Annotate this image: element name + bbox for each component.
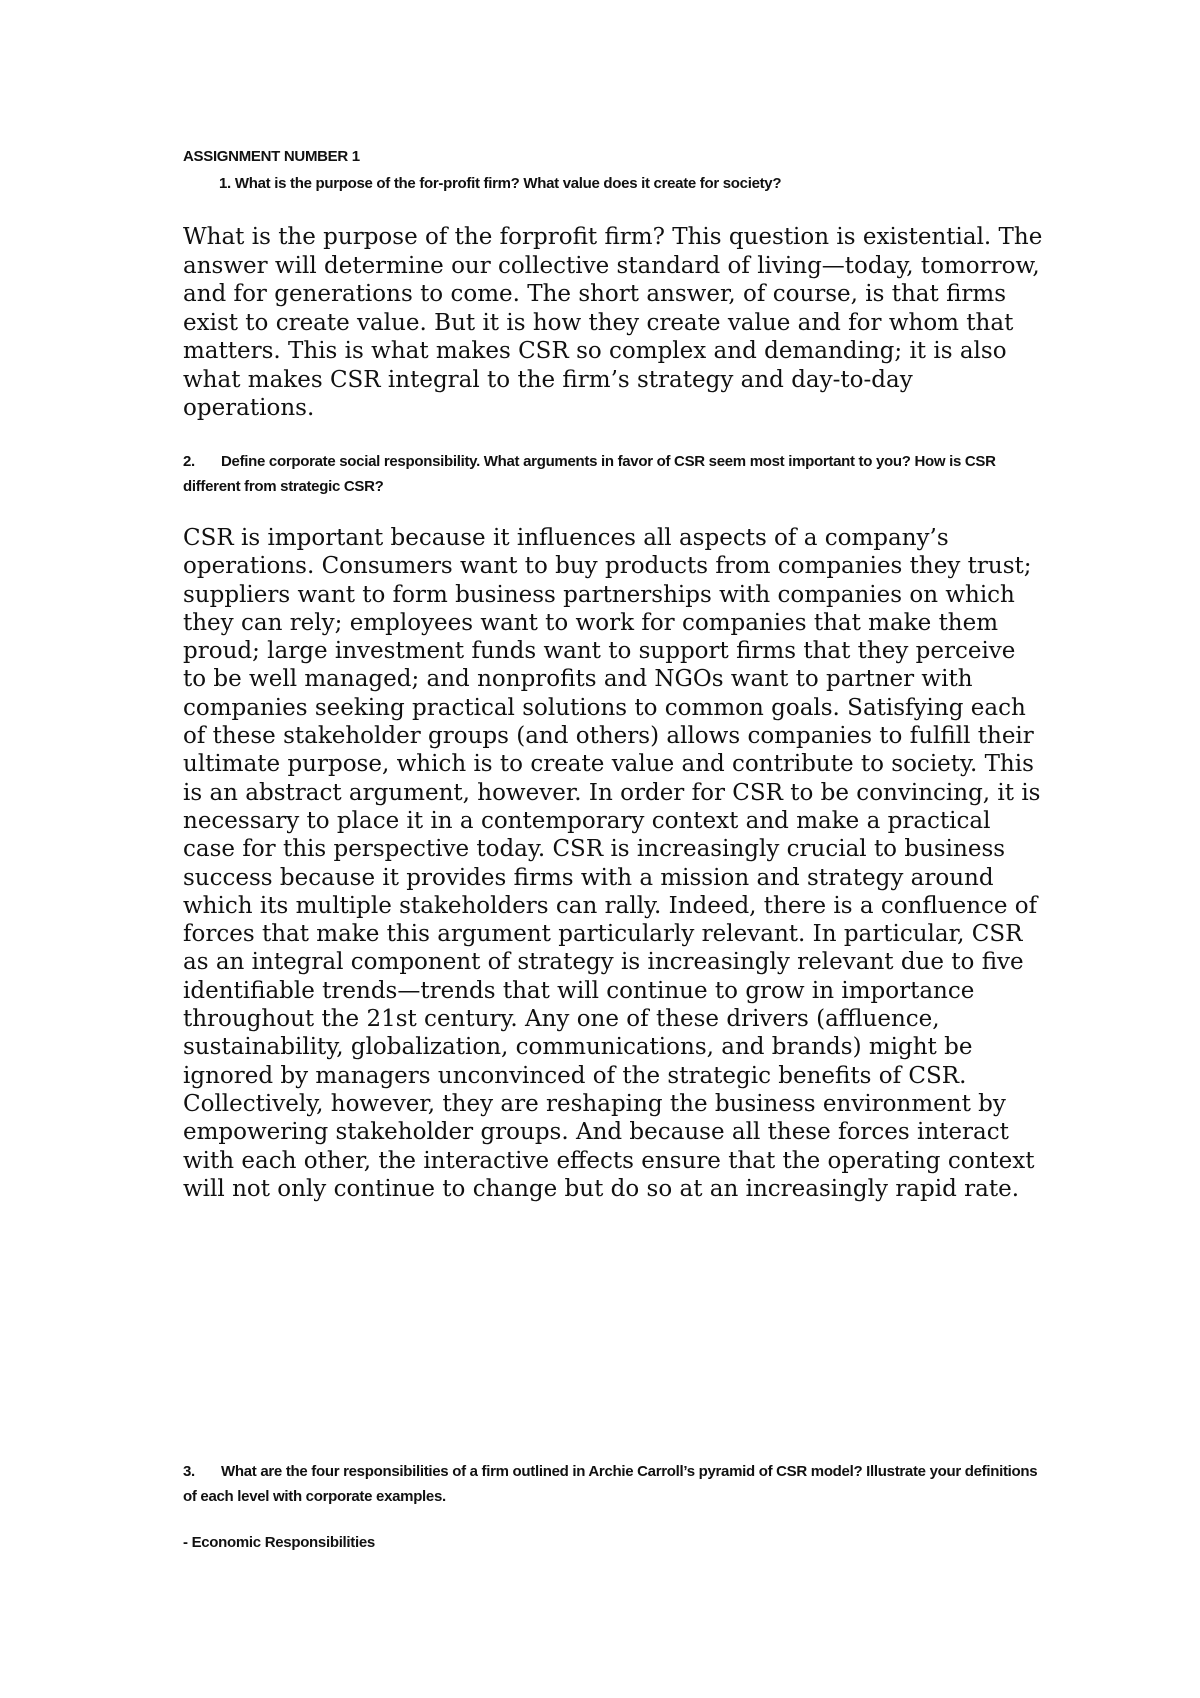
- answer-1-paragraph: What is the purpose of the forprofit firm? This question is existential. The answer will determine our collective standard of living—today, tomorrow, and for generations to come. The short answer, of course, is that firms exist to create value. But it is how they create value and for whom that matters. This is what makes CSR so complex and demanding; it is also what makes CSR integral to the firm’s strategy and day-to-day operations.: [183, 224, 1043, 421]
- question-1-number: 1.: [219, 175, 231, 192]
- question-1: [219, 174, 781, 194]
- question-2-text: Define corporate social responsibility. What arguments in favor of CSR seem most important to you? How is CSR different from strategic CSR?: [183, 453, 996, 495]
- assignment-title: ASSIGNMENT NUMBER 1: [183, 148, 360, 165]
- question-3-number: 3.: [183, 1463, 195, 1480]
- question-3-text: What are the four responsibilities of a firm outlined in Archie Carroll’s pyramid of CSR model? Illustrate your definitions of each level with corporate examples.: [183, 1463, 1038, 1505]
- economic-responsibilities-heading: - Economic Responsibilities: [183, 1534, 375, 1551]
- question-3: [183, 1459, 1043, 1509]
- question-1-text: What is the purpose of the for-profit firm? What value does it create for society?: [234, 175, 782, 192]
- question-2: [183, 449, 1043, 499]
- question-2-number: 2.: [183, 453, 195, 470]
- answer-2-paragraph: CSR is important because it influences all aspects of a company’s operations. Consumers want to buy products from companies they trust; suppliers want to form business partnerships with companies on which they can rely; employees want to work for companies that make them proud; large investment funds want to support firms that they perceive to be well managed; and nonprofits and NGOs want to partner with companies seeking practical solutions to common goals. Satisfying each of these stakeholder groups (and others) allows companies to fulfill their ultimate purpose, which is to create value and contribute to society. This is an abstract argument, however. In order for CSR to be convincing, it is necessary to place it in a contemporary context and make a practical case for this perspective today. CSR is increasingly crucial to business success because it provides firms with a mission and strategy around which its multiple stakeholders can rally. Indeed, there is a confluence of forces that make this argument particularly relevant. In particular, CSR as an integral component of strategy is increasingly relevant due to five identifiable trends—trends that will continue to grow in importance throughout the 21st century. Any one of these drivers (affluence, sustainability, globalization, communications, and brands) might be ignored by managers unconvinced of the strategic benefits of CSR. Collectively, however, they are reshaping the business environment by empowering stakeholder groups. And because all these forces interact with each other, the interactive effects ensure that the operating context will not only continue to change but do so at an increasingly rapid rate.: [183, 525, 1041, 1202]
